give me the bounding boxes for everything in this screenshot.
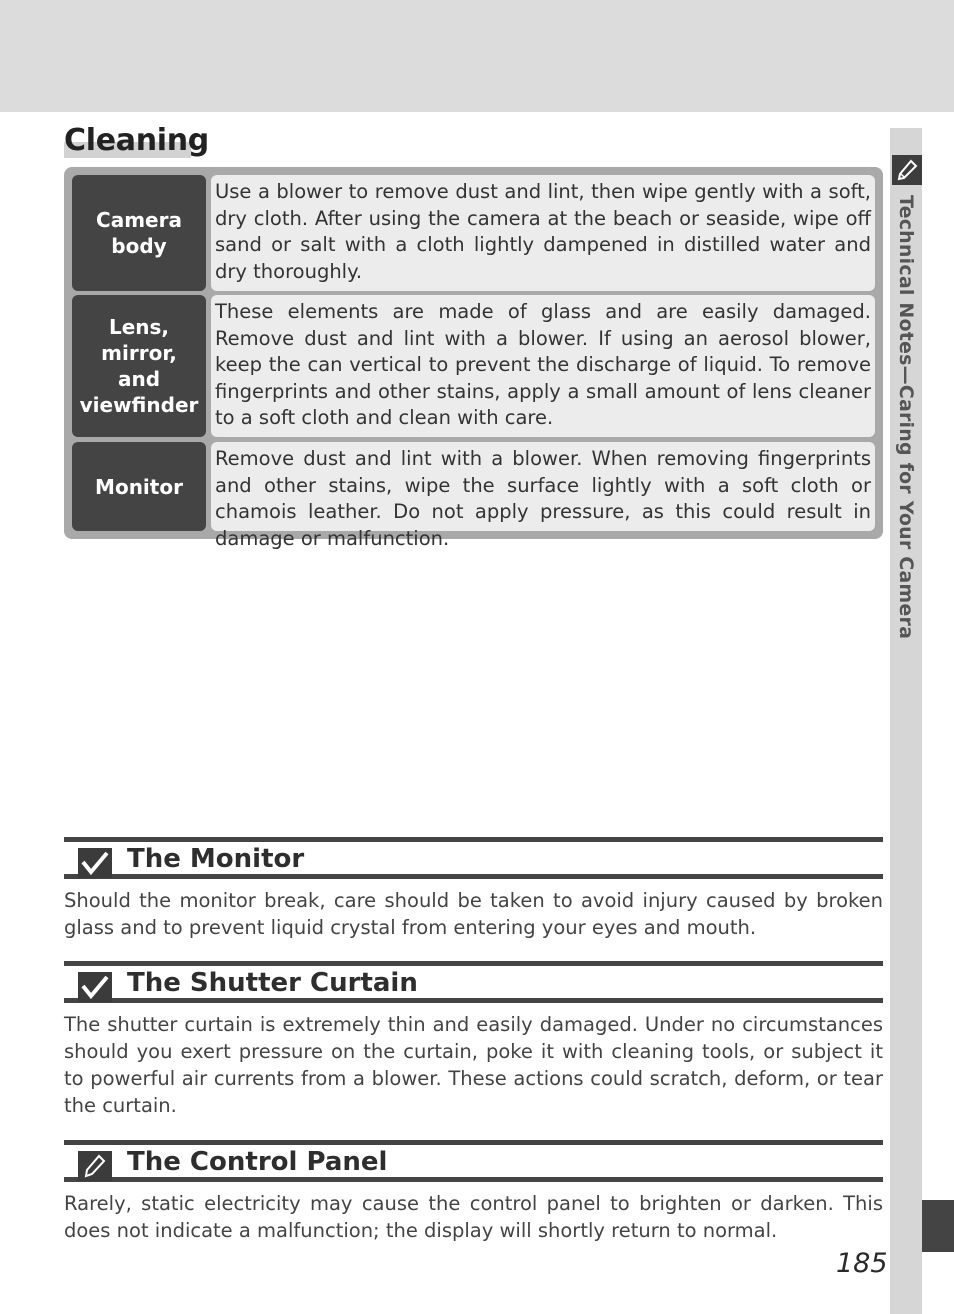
header-band <box>0 0 954 112</box>
row-label: Camera body <box>72 175 206 291</box>
note-header <box>64 961 883 1003</box>
page-title: Cleaning <box>64 123 209 158</box>
note-monitor <box>64 837 883 941</box>
note-title: The Control Panel <box>127 1147 388 1177</box>
note-control-panel <box>64 1140 883 1244</box>
row-text: Use a blower to remove dust and lint, then wipe gently with a soft, dry cloth. After using the camera at the beach or seaside, wipe off sand or salt with a cloth lightly dampened in distilled water and dry thoroughly. <box>211 175 875 291</box>
row-text: Remove dust and lint with a blower. When removing fingerprints and other stains, wipe the surface lightly with a soft cloth or chamois leather. Do not apply pressure, as this could result in damage or malfunction. <box>211 442 875 531</box>
pencil-icon <box>892 155 922 185</box>
row-label: Lens, mirror, and viewfinder <box>72 295 206 437</box>
row-text: These elements are made of glass and are easily damaged. Remove dust and lint with a blower. If using an aerosol blower, keep the can vertical to prevent the discharge of liquid. To remove fingerprints and other stains, apply a small amount of lens cleaner to a soft cloth and clean with care. <box>211 295 875 437</box>
table-row <box>72 442 875 550</box>
note-header <box>64 1140 883 1182</box>
table-row <box>72 175 875 291</box>
page-number: 185 <box>836 1248 888 1279</box>
note-title: The Monitor <box>127 844 305 874</box>
check-icon <box>78 972 112 1002</box>
note-body: The shutter curtain is extremely thin and easily damaged. Under no circumstances should you exert pressure on the curtain, poke it with cleaning tools, or subject it to powerful air currents from a blower. These actions could scratch, deform, or tear the curtain. <box>64 1013 883 1117</box>
section-tab-label: Technical Notes—Caring for Your Camera <box>895 195 917 640</box>
table-row <box>72 295 875 437</box>
side-marker <box>922 1200 954 1252</box>
pencil-icon <box>78 1151 112 1181</box>
note-header <box>64 837 883 879</box>
row-label: Monitor <box>72 442 206 531</box>
cleaning-table <box>64 167 883 550</box>
note-body: Rarely, static electricity may cause the control panel to brighten or darken. This does not indicate a malfunction; the display will shortly return to normal. <box>64 1192 883 1242</box>
note-title: The Shutter Curtain <box>127 968 418 998</box>
note-body: Should the monitor break, care should be taken to avoid injury caused by broken glass and to prevent liquid crystal from entering your eyes and mouth. <box>64 889 883 939</box>
check-icon <box>78 848 112 878</box>
note-shutter-curtain <box>64 961 883 1119</box>
